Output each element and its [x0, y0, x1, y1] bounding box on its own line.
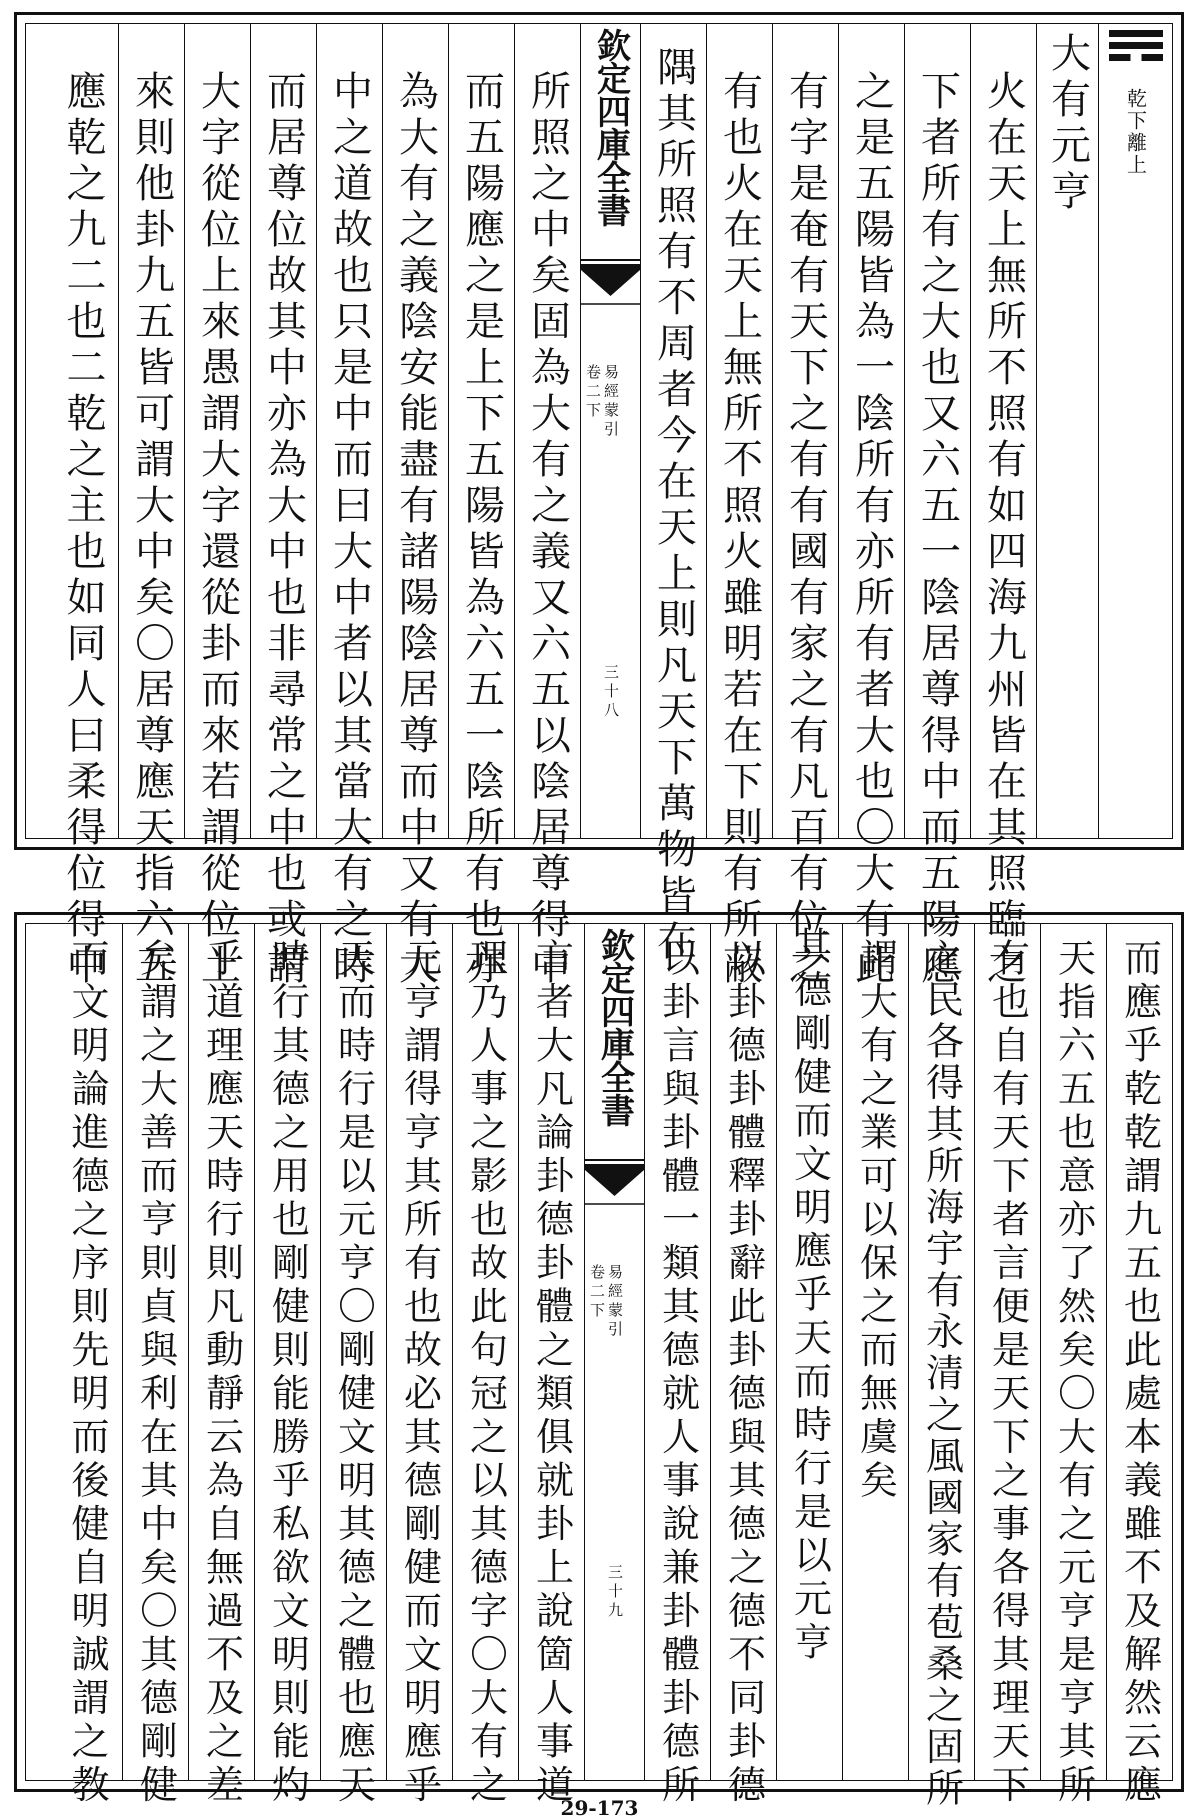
hexagram-column [1098, 24, 1172, 838]
text-column [970, 24, 1036, 990]
text-line: 隅其所照有不周者今在天上則凡天下萬物皆在 [650, 46, 697, 966]
text-column [52, 924, 122, 1808]
text-line: 天而時行是以元亨〇剛健文明其德之體也應天 [331, 938, 376, 1808]
text-column [710, 924, 776, 1808]
text-line: 言者大凡論卦德卦體之類俱就卦上說箇人事道 [529, 938, 574, 1808]
top-page-panel [14, 12, 1184, 990]
text-column [772, 24, 838, 990]
fishtail-mark-icon [585, 1156, 644, 1208]
text-column [842, 924, 908, 1780]
text-line: 而文明論進德之序則先明而後健自明誠謂之教 [65, 938, 109, 1808]
text-line: 來則他卦九五皆可謂大中矣〇居尊應天指六五 [128, 70, 175, 990]
text-column [776, 924, 842, 1780]
text-column [518, 924, 584, 1808]
text-column [640, 24, 706, 966]
text-line: 以卦言與卦體一類其德就人事說兼卦體卦德所 [655, 938, 700, 1808]
header-page: 三十八 [602, 664, 620, 721]
center-fold-header [580, 24, 640, 838]
text-line: 而五陽應之是上下五陽皆為六五一陰所有也亦 [458, 70, 505, 990]
text-column [448, 24, 514, 990]
text-line: 之是五陽皆為一陰所有亦所有者大也〇大有此 [848, 70, 895, 990]
text-line: 以卦德卦體釋卦辭此卦德與其德之德不同卦德 [721, 938, 766, 1808]
text-column [1040, 924, 1106, 1808]
text-line: 其德剛健而文明應乎天而時行是以元亨 [787, 926, 832, 1666]
header-title: 欽定四庫全書 [594, 928, 635, 1126]
text-line: 中之道故也只是中而曰大中者以其當大有之時 [326, 70, 373, 990]
text-line: 大字從位上來愚謂大字還從卦而來若謂從位上 [194, 70, 241, 990]
text-column [254, 924, 320, 1808]
text-line: 時行其德之用也剛健則能勝乎私欲文明則能灼 [265, 938, 310, 1808]
text-column [386, 924, 452, 1808]
text-column [838, 24, 904, 990]
text-line: 下者所有之大也又六五一陰居尊得中而五陽應 [914, 70, 961, 990]
header-volume: 卷二下 [588, 1264, 606, 1321]
text-column [118, 24, 184, 990]
text-line: 元亨謂得亨其所有也故必其德剛健而文明應乎 [397, 938, 442, 1808]
text-line: 應乾之九二也二乾之主也如同人曰柔得位得中 [60, 70, 106, 990]
text-column [382, 24, 448, 990]
text-column [122, 924, 188, 1808]
text-column [452, 924, 518, 1808]
text-line: 乎道理應天時行則凡動靜云為自無過不及之差 [199, 938, 244, 1808]
text-line: 天指六五也意亦了然矣〇大有之元亨是亨其所 [1051, 938, 1096, 1808]
text-column [48, 24, 118, 990]
text-column [184, 24, 250, 990]
text-column [514, 24, 580, 990]
text-column [188, 924, 254, 1808]
hexagram-label: 乾下離上 [1123, 88, 1148, 176]
header-book: 易經蒙引 [606, 1264, 624, 1340]
text-column [1106, 924, 1172, 1808]
text-line: 有也自有天下者言便是天下之事各得其理天下 [985, 938, 1030, 1808]
text-line: 有也火在天上無所不照火雖明若在下則有所蔽 [716, 70, 763, 990]
text-column [250, 24, 316, 990]
text-line: 理乃人事之影也故此句冠之以其德字〇大有之 [463, 938, 508, 1808]
text-line: 而應乎乾乾謂九五也此處本義雖不及解然云應 [1117, 938, 1162, 1808]
text-line: 為大有之義陰安能盡有諸陽陰居尊而中又有大 [392, 70, 439, 990]
text-column [316, 24, 382, 990]
text-column [908, 924, 974, 1810]
heading-column [1036, 24, 1098, 838]
text-column [320, 924, 386, 1808]
header-page: 三十九 [606, 1564, 624, 1621]
top-page-columns [26, 24, 1172, 990]
header-volume: 卷二下 [584, 364, 602, 421]
text-line: 謂大有之業可以保之而無虞矣 [853, 938, 898, 1504]
header-book: 易經蒙引 [602, 364, 620, 440]
top-page-frame [25, 23, 1173, 990]
header-title: 欽定四庫全書 [590, 28, 631, 226]
text-line: 而居尊位故其中亦為大中也非尋常之中也或謂 [260, 70, 307, 990]
text-line: 所照之中矣固為大有之義又六五以陰居尊得中 [524, 70, 571, 990]
text-line: 火在天上無所不照有如四海九州皆在其照臨之 [980, 70, 1027, 990]
folio-number: 29-173 [560, 1796, 639, 1820]
text-line: 矣謂之大善而亨則貞與利在其中矣〇其德剛健 [133, 938, 178, 1808]
fishtail-mark-icon [581, 256, 640, 308]
center-fold-header [584, 924, 644, 1780]
text-line: 之民各得其所海宇有永清之風國家有苞桑之固所 [919, 938, 964, 1810]
text-column [974, 924, 1040, 1808]
text-column [644, 924, 710, 1808]
hexagram-symbol-icon [1109, 30, 1163, 66]
hexagram-heading: 大有元亨 [1044, 32, 1091, 216]
text-column [904, 24, 970, 990]
text-column [706, 24, 772, 990]
text-line: 有字是奄有天下之有有國有家之有凡百有位之 [782, 70, 829, 990]
